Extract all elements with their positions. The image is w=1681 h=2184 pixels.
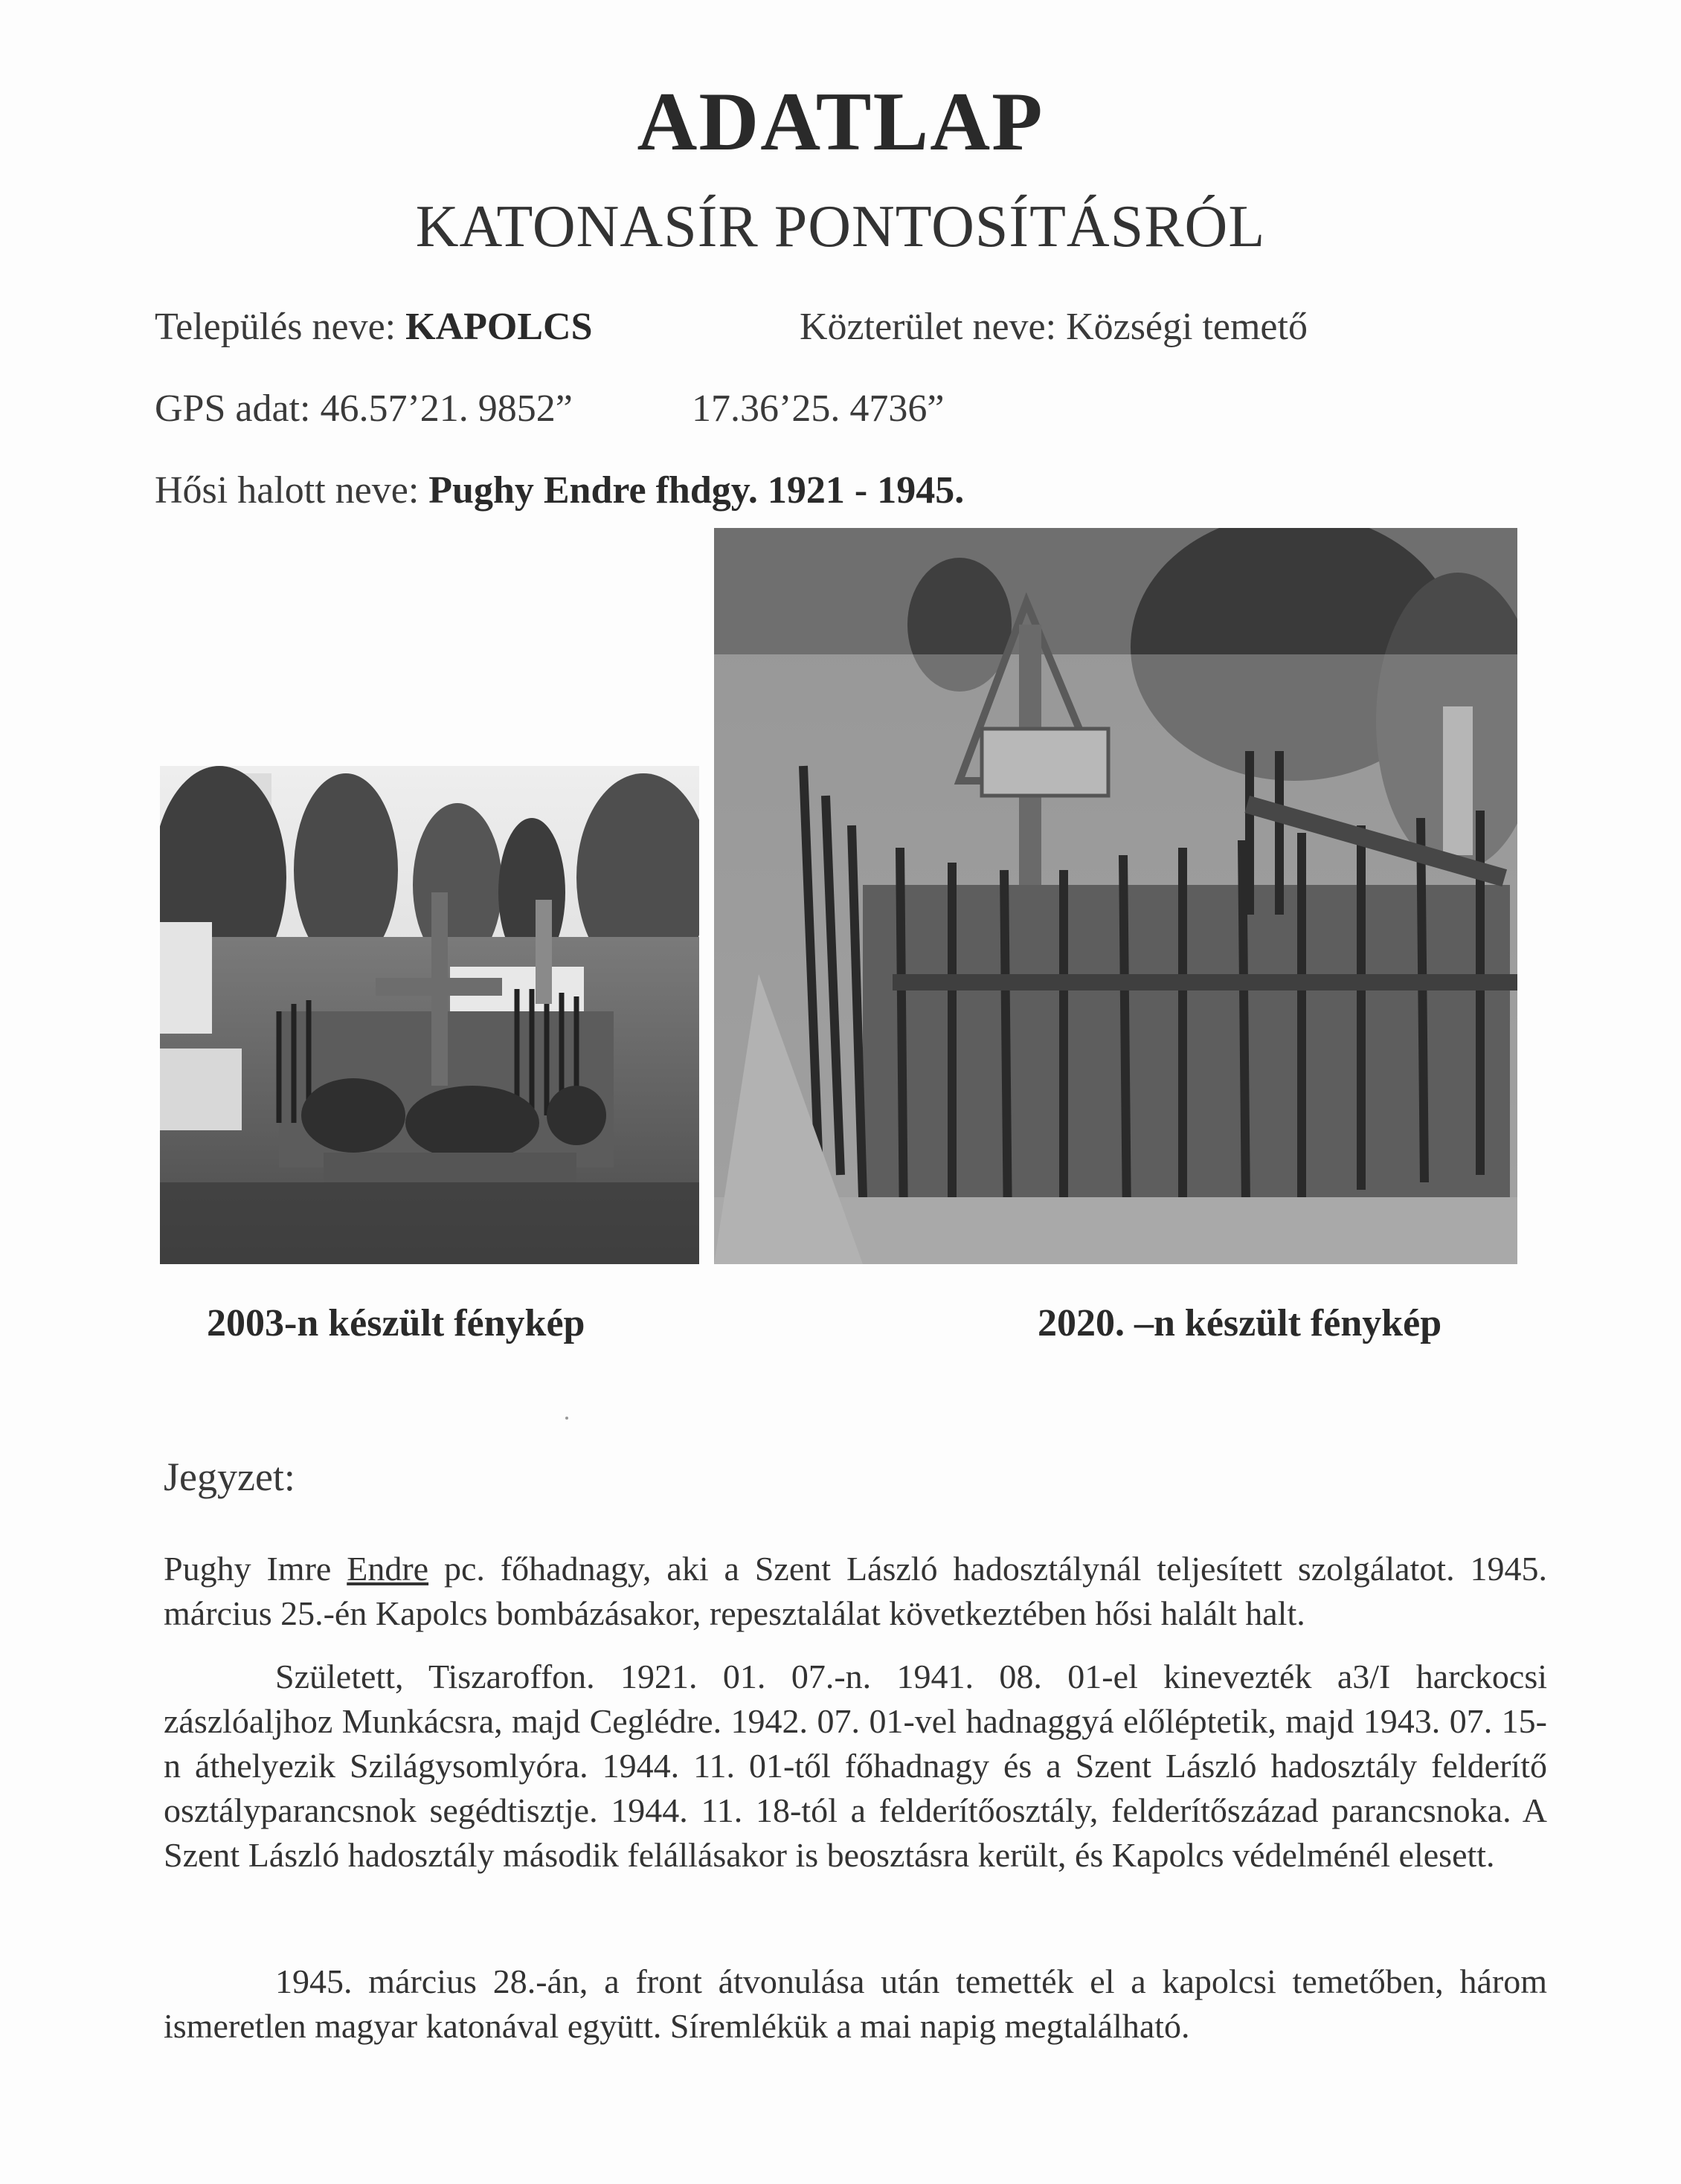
gps-latitude: 46.57’21. 9852”: [320, 387, 573, 430]
settlement-label: Település neve:: [155, 306, 396, 348]
settlement-field: [155, 305, 593, 349]
hero-label: Hősi halott neve:: [155, 469, 420, 512]
note-paragraph-3: 1945. március 28.-án, a front átvonulása után temették el a kapolcsi temetőben, három ismeretlen magyar katonával együtt. Síremlékük a mai napig megtalálható.: [164, 1962, 1547, 2045]
note-paragraph-2: Született, Tiszaroffon. 1921. 01. 07.-n. 1941. 08. 01-el kinevezték a3/I harckocsi zászlóaljhoz Munkácsra, majd Ceglédre. 1942. 07. 01-vel hadnaggyá előléptetik, majd 1943. 07. 15-n áthelyezik Szilágysomlyóra. 1944. 11. 01-től főhadnagy és a Szent László hadosztály felderítő osztályparancsnok segédtisztje. 1944. 11. 18-tól a felderítőosztály, felderítőszázad parancsnoka. A Szent László hadosztály második felállásakor is beosztásra került, és Kapolcs védelménél elesett.: [164, 1658, 1547, 1874]
photo-2020: [714, 528, 1517, 1264]
hero-name: Pughy Endre fhdgy.: [428, 469, 758, 512]
photo-2003: [160, 766, 699, 1264]
gps-longitude: 17.36’25. 4736”: [692, 387, 945, 430]
gps-label: GPS adat:: [155, 387, 311, 430]
photo-2020-caption: 2020. –n készült fénykép: [1038, 1302, 1442, 1344]
public-area-field: [800, 305, 1308, 349]
note-p1-rest: pc. főhadnagy, aki a Szent László hadosztálynál teljesített szolgálatot. 1945. március 25.-én Kapolcs bombázásakor, repesztalálat következtében hősi halált halt.: [164, 1550, 1548, 1632]
hero-field: [155, 468, 964, 512]
note-label: Jegyzet:: [164, 1455, 295, 1499]
grave-photo-2003-image: [160, 766, 699, 1264]
note-p1-underlined-name: Endre: [347, 1550, 429, 1588]
page-title: ADATLAP: [637, 76, 1044, 168]
public-area-label: Közterület neve:: [800, 306, 1057, 348]
page-subtitle: KATONASÍR PONTOSÍTÁSRÓL: [415, 194, 1266, 260]
photo-2003-caption: 2003-n készült fénykép: [207, 1302, 585, 1344]
note-paragraph-1: [164, 1547, 1547, 1636]
settlement-value: KAPOLCS: [405, 306, 593, 348]
grave-photo-2020-image: [714, 528, 1517, 1264]
public-area-value: Községi temető: [1066, 306, 1308, 348]
gps-field: [155, 387, 573, 431]
note-p1-start: Pughy Imre: [164, 1550, 347, 1588]
hero-years: 1921 - 1945.: [767, 469, 965, 512]
scan-speck: [565, 1417, 568, 1420]
